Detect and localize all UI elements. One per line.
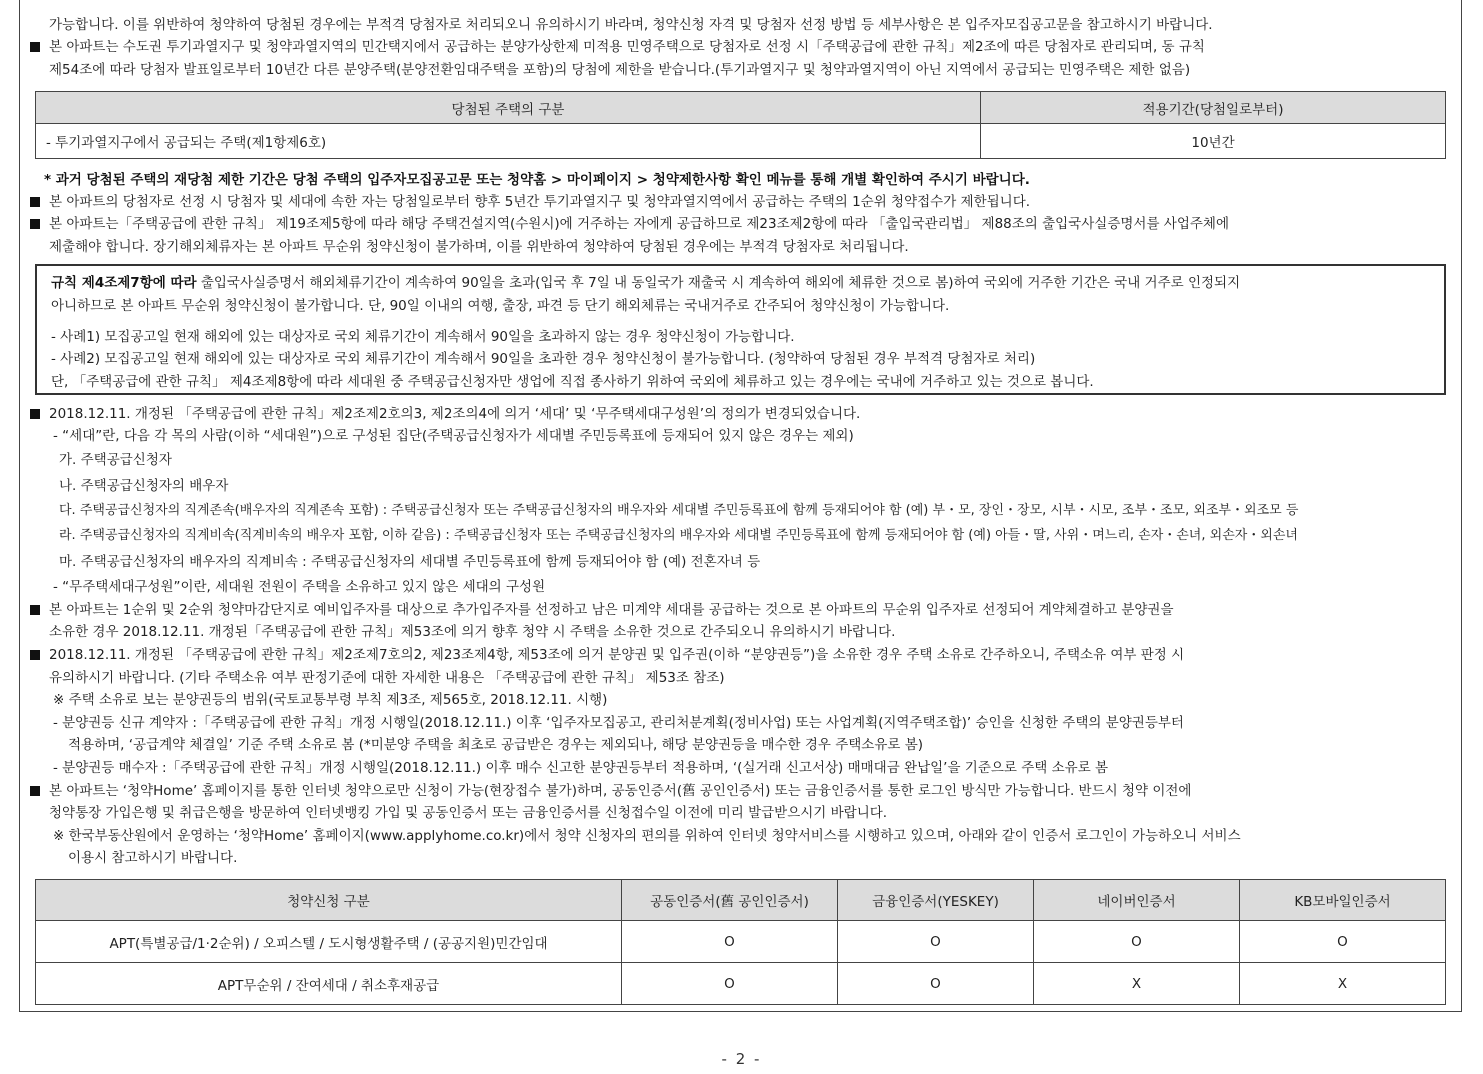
text-line: 적용하며, ‘공급계약 체결일’ 기준 주택 소유로 봄 (*미분양 주택을 최초로 공급받은 경우는 제외되나, 해당 분양권등을 매수한 경우 주택소유로 봄) [68, 737, 924, 753]
text-line: - 분양권등 신규 계약자 :「주택공급에 관한 규칙」개정 시행일(2018.12.11.) 이후 ‘입주자모집공고, 관리처분계획(정비사업) 또는 사업계획(지역주택조합)’ 승인을 신청한 주택의 분양권등부터 [53, 715, 1184, 731]
table-header: 당첨된 주택의 구분 [36, 92, 981, 124]
list-item: 라. 주택공급신청자의 직계비속(직계비속의 배우자 포함, 이하 같음) : 주택공급신청자 또는 주택공급신청자의 배우자와 세대별 주민등록표에 함께 등재되어야 함 (예) 아들・딸, 사위・며느리, 손자・손녀, 외손자・외손녀 [59, 528, 1298, 543]
text-line: 이용시 참고하시기 바랍니다. [68, 850, 238, 866]
box-line [51, 274, 1240, 292]
winning-restriction-table [35, 91, 1446, 159]
table-cell: O [622, 921, 838, 963]
text-line: 유의하시기 바랍니다. (기타 주택소유 여부 판정기준에 대한 자세한 내용은 「주택공급에 관한 규칙」 제53조 참조) [49, 670, 725, 686]
table-cell: APT(특별공급/1·2순위) / 오피스텔 / 도시형생활주택 / (공공지원)민간임대 [36, 921, 622, 963]
bullet-text: 본 아파트는 수도권 투기과열지구 및 청약과열지역의 민간택지에서 공급하는 분양가상한제 미적용 민영주택으로 당첨자로 선정 시「주택공급에 관한 규칙」제2조에 따른 당첨자로 관리되며, 동 규칙 [49, 39, 1205, 55]
note-line: ※ 한국부동산원에서 운영하는 ‘청약Home’ 홈페이지(www.applyhome.co.kr)에서 청약 신청자의 편의를 위하여 인터넷 청약서비스를 시행하고 있으며, 아래와 같이 인증서 로그인이 가능하오니 서비스 [53, 828, 1241, 844]
bullet-text: 본 아파트는 ‘청약Home’ 홈페이지를 통한 인터넷 청약으로만 신청이 가능(현장접수 불가)하며, 공동인증서(舊 공인인증서) 또는 금융인증서를 통한 로그인 방식만 가능합니다. 반드시 청약 이전에 [49, 783, 1192, 799]
text-line: 청약통장 가입은행 및 취급은행을 방문하여 인터넷뱅킹 가입 및 공동인증서 또는 금융인증서를 신청접수일 이전에 미리 발급받으시기 바랍니다. [49, 805, 888, 821]
table-cell: O [622, 963, 838, 1005]
text-line: - 분양권등 매수자 :「주택공급에 관한 규칙」개정 시행일(2018.12.11.) 이후 매수 신고한 분양권등부터 적용하며, ‘(실거래 신고서상) 매매대금 완납일’을 기준으로 주택 소유로 봄 [53, 760, 1109, 776]
table-header: 네이버인증서 [1034, 880, 1240, 921]
bullet-text: 본 아파트의 당첨자로 선정 시 당첨자 및 세대에 속한 자는 당첨일로부터 향후 5년간 투기과열지구 및 청약과열지역에서 공급하는 주택의 1순위 청약접수가 제한됩니다. [49, 194, 1031, 210]
box-line: - 사례2) 모집공고일 현재 해외에 있는 대상자로 국외 체류기간이 계속해서 90일을 초과한 경우 청약신청이 불가능합니다. (청약하여 당첨된 경우 부적격 당첨자로 처리) [51, 351, 1036, 367]
box-text: 출입국사실증명서 해외체류기간이 계속하여 90일을 초과(입국 후 7일 내 동일국가 재출국 시 계속하여 해외에 체류한 것으로 봄)하여 국외에 거주한 기간은 국내 거주로 인정되지 [196, 275, 1241, 291]
list-item: 가. 주택공급신청자 [59, 452, 172, 468]
list-item: 나. 주택공급신청자의 배우자 [59, 478, 229, 494]
box-line: 단, 「주택공급에 관한 규칙」 제4조제8항에 따라 세대원 중 주택공급신청자만 생업에 직접 종사하기 위하여 국외에 체류하고 있는 경우에는 국내에 거주하고 있는 것으로 봅니다. [51, 374, 1094, 390]
page-number: - 2 - [721, 1050, 762, 1068]
overseas-stay-notice-box [35, 264, 1446, 395]
table-row [36, 963, 1446, 1005]
text-line: 가능합니다. 이를 위반하여 청약하여 당첨된 경우에는 부적격 당첨자로 처리되오니 유의하시기 바라며, 청약신청 자격 및 당첨자 선정 방법 등 세부사항은 본 입주자모집공고문을 참고하시기 바랍니다. [49, 17, 1213, 33]
table-cell: O [838, 921, 1034, 963]
list-item: 마. 주택공급신청자의 배우자의 직계비속 : 주택공급신청자의 세대별 주민등록표에 함께 등재되어야 함 (예) 전혼자녀 등 [59, 554, 761, 570]
table-header: 적용기간(당첨일로부터) [981, 92, 1446, 124]
box-bold-lead: 규칙 제4조제7항에 따라 [51, 275, 197, 291]
bullet-text: 본 아파트는 1순위 및 2순위 청약마감단지로 예비입주자를 대상으로 추가입주자를 선정하고 남은 미계약 세대를 공급하는 것으로 본 아파트의 무순위 입주자로 선정되어 계약체결하고 분양권을 [49, 602, 1174, 618]
table-cell: O [1034, 921, 1240, 963]
table-header: 금융인증서(YESKEY) [838, 880, 1034, 921]
text-line: - “세대”란, 다음 각 목의 사람(이하 “세대원”)으로 구성된 집단(주택공급신청자가 세대별 주민등록표에 등재되어 있지 않은 경우는 제외) [53, 428, 854, 444]
star-note: * 과거 당첨된 주택의 재당첨 제한 기간은 당첨 주택의 입주자모집공고문 또는 청약홈 > 마이페이지 > 청약제한사항 확인 메뉴를 통해 개별 확인하여 주시기 바랍니다. [44, 172, 1030, 188]
box-line: 아니하므로 본 아파트 무순위 청약신청이 불가합니다. 단, 90일 이내의 여행, 출장, 파견 등 단기 해외체류는 국내거주로 간주되어 청약신청이 가능합니다. [51, 298, 950, 314]
text-line: 제출해야 합니다. 장기해외체류자는 본 아파트 무순위 청약신청이 불가하며, 이를 위반하여 청약하여 당첨된 경우에는 부적격 당첨자로 처리됩니다. [49, 239, 909, 255]
table-header: 공동인증서(舊 공인인증서) [622, 880, 838, 921]
table-header: KB모바일인증서 [1240, 880, 1446, 921]
document-page [19, 0, 1462, 1012]
bullet-text: 2018.12.11. 개정된 「주택공급에 관한 규칙」제2조제2호의3, 제2조의4에 의거 ‘세대’ 및 ‘무주택세대구성원’의 정의가 변경되었습니다. [49, 406, 861, 422]
table-header: 청약신청 구분 [36, 880, 622, 921]
list-item: 다. 주택공급신청자의 직계존속(배우자의 직계존속 포함) : 주택공급신청자 또는 주택공급신청자의 배우자와 세대별 주민등록표에 함께 등재되어야 함 (예) 부・모, 장인・장모, 시부・시모, 조부・조모, 외조부・외조모 등 [59, 503, 1299, 518]
text-line: 제54조에 따라 당첨자 발표일로부터 10년간 다른 분양주택(분양전환임대주택을 포함)의 당첨에 제한을 받습니다.(투기과열지구 및 청약과열지역이 아닌 지역에서 공급되는 민영주택은 제한 없음) [49, 62, 1191, 78]
certificate-table [35, 879, 1446, 1005]
table-row [36, 921, 1446, 963]
table-cell: - 투기과열지구에서 공급되는 주택(제1항제6호) [36, 124, 981, 159]
text-line: 소유한 경우 2018.12.11. 개정된「주택공급에 관한 규칙」제53조에 의거 향후 청약 시 주택을 소유한 것으로 간주되오니 유의하시기 바랍니다. [49, 624, 896, 640]
bullet-text: 본 아파트는「주택공급에 관한 규칙」 제19조제5항에 따라 해당 주택건설지역(수원시)에 거주하는 자에게 공급하므로 제23조제2항에 따라 「출입국관리법」 제88조의 출입국사실증명서를 사업주체에 [49, 216, 1229, 232]
table-cell: X [1034, 963, 1240, 1005]
table-cell: APT무순위 / 잔여세대 / 취소후재공급 [36, 963, 622, 1005]
table-cell: O [1240, 921, 1446, 963]
note-line: ※ 주택 소유로 보는 분양권등의 범위(국토교통부령 부칙 제3조, 제565호, 2018.12.11. 시행) [53, 692, 608, 708]
text-line: - “무주택세대구성원”이란, 세대원 전원이 주택을 소유하고 있지 않은 세대의 구성원 [53, 579, 546, 595]
box-line: - 사례1) 모집공고일 현재 해외에 있는 대상자로 국외 체류기간이 계속해서 90일을 초과하지 않는 경우 청약신청이 가능합니다. [51, 329, 795, 345]
table-cell: O [838, 963, 1034, 1005]
bullet-text: 2018.12.11. 개정된 「주택공급에 관한 규칙」제2조제7호의2, 제23조제4항, 제53조에 의거 분양권 및 입주권(이하 “분양권등”)을 소유한 경우 주택 소유로 간주하오니, 주택소유 여부 판정 시 [49, 647, 1185, 663]
table-cell: 10년간 [981, 124, 1446, 159]
table-cell: X [1240, 963, 1446, 1005]
